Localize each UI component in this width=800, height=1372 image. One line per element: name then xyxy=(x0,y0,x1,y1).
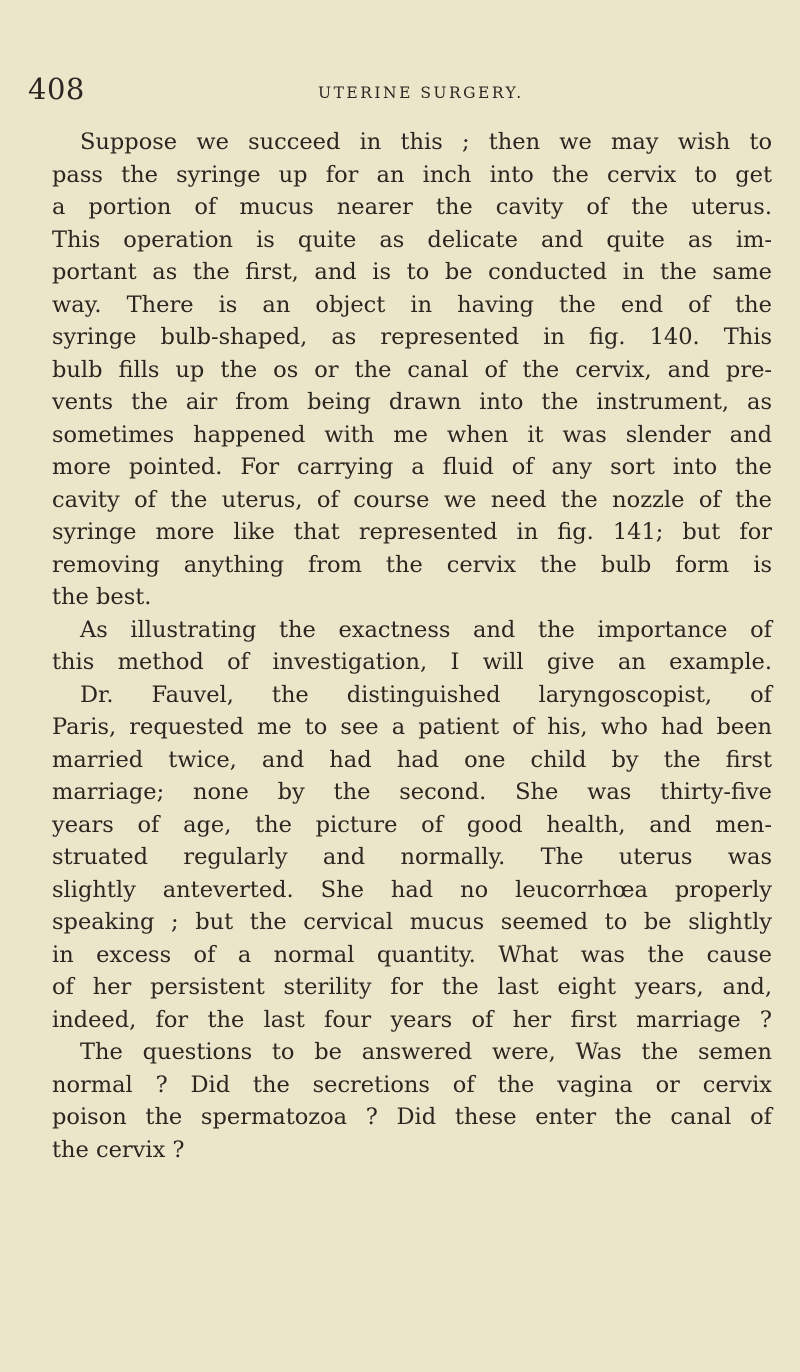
text-line: in excess of a normal quantity. What was the cause xyxy=(52,941,772,968)
text-line: bulb fills up the os or the canal of the cervix, and pre- xyxy=(52,356,772,383)
text-line: the best. xyxy=(52,584,152,610)
text-line: years of age, the picture of good health, and men- xyxy=(52,811,772,838)
text-line: portant as the first, and is to be conducted in the same xyxy=(52,259,772,285)
text-line: removing anything from the cervix the bulb form is xyxy=(52,551,772,578)
text-line: slightly anteverted. She had no leucorrhœa properly xyxy=(52,876,772,903)
text-line: of her persistent sterility for the last eight years, and, xyxy=(52,974,772,1000)
text-line: vents the air from being drawn into the instrument, as xyxy=(52,389,772,415)
text-line: married twice, and had had one child by the first xyxy=(52,746,772,773)
text-line: The questions to be answered were, Was the semen xyxy=(80,1039,772,1065)
text-line: pass the syringe up for an inch into the cervix to get xyxy=(52,161,772,188)
text-line: This operation is quite as delicate and quite as im- xyxy=(52,226,772,253)
text-line: syringe more like that represented in fig. 141; but for xyxy=(52,519,772,545)
text-line: cavity of the uterus, of course we need the nozzle of the xyxy=(52,486,772,513)
text-line: poison the spermatozoa ? Did these enter the canal of xyxy=(52,1104,772,1130)
text-line: struated regularly and normally. The uterus was xyxy=(52,844,772,870)
text-line: this method of investigation, I will give an example. xyxy=(52,649,772,675)
text-line: the cervix ? xyxy=(52,1136,185,1163)
text-line: marriage; none by the second. She was thirty-five xyxy=(52,779,772,805)
text-line: syringe bulb-shaped, as represented in fig. 140. This xyxy=(52,324,772,350)
page-header xyxy=(28,72,748,112)
text-line: As illustrating the exactness and the importance of xyxy=(80,616,772,643)
text-line: more pointed. For carrying a fluid of any sort into the xyxy=(52,454,772,480)
text-line: Paris, requested me to see a patient of his, who had been xyxy=(52,714,772,740)
text-line: way. There is an object in having the end of the xyxy=(52,291,772,318)
text-line: a portion of mucus nearer the cavity of the uterus. xyxy=(52,194,772,220)
page-number: 408 xyxy=(28,72,85,106)
text-line: normal ? Did the secretions of the vagina or cervix xyxy=(52,1071,772,1098)
running-head: UTERINE SURGERY. xyxy=(318,84,524,102)
text-line: sometimes happened with me when it was slender and xyxy=(52,421,772,448)
text-line: speaking ; but the cervical mucus seemed to be slightly xyxy=(52,909,772,935)
text-line: Suppose we succeed in this ; then we may wish to xyxy=(80,129,772,155)
text-line: indeed, for the last four years of her first marriage ? xyxy=(52,1006,772,1033)
text-line: Dr. Fauvel, the distinguished laryngoscopist, of xyxy=(80,681,772,708)
body-text xyxy=(52,126,772,1166)
